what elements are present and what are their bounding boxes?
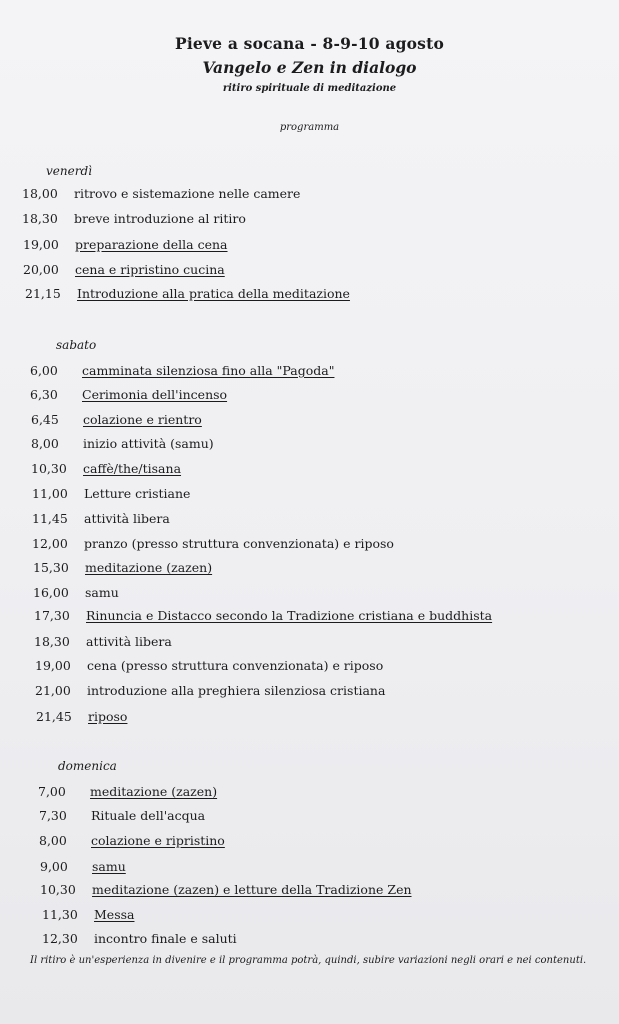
schedule-activity: Cerimonia dell'incenso (82, 387, 228, 402)
schedule-activity: introduzione alla preghiera silenziosa cristiana (87, 683, 386, 698)
schedule-activity: camminata silenziosa fino alla "Pagoda" (82, 363, 335, 378)
schedule-row (34, 608, 492, 623)
schedule-time: 21,15 (25, 286, 61, 301)
schedule-row (30, 363, 334, 378)
schedule-activity: cena e ripristino cucina (75, 262, 225, 277)
schedule-activity: colazione e ripristino (91, 833, 225, 848)
schedule-time: 18,00 (22, 186, 58, 201)
page-title: Pieve a socana - 8-9-10 agosto (174, 34, 445, 53)
schedule-time: 7,30 (39, 808, 67, 823)
schedule-time: 20,00 (23, 262, 59, 277)
schedule-activity: incontro finale e saluti (94, 931, 237, 946)
schedule-time: 8,00 (39, 833, 67, 848)
schedule-time: 7,00 (38, 784, 66, 799)
schedule-time: 16,00 (33, 585, 69, 600)
schedule-row (31, 412, 202, 427)
schedule-activity: caffè/the/tisana (83, 461, 182, 476)
schedule-time: 21,45 (36, 709, 72, 724)
schedule-row (23, 237, 228, 252)
day-label-venerdi: venerdì (46, 164, 92, 178)
schedule-time: 19,00 (35, 658, 71, 673)
schedule-time: 6,30 (30, 387, 58, 402)
schedule-time: 6,45 (31, 412, 59, 427)
schedule-row (38, 784, 217, 799)
schedule-activity: samu (85, 585, 119, 600)
schedule-time: 17,30 (34, 608, 70, 623)
schedule-row (40, 859, 126, 874)
schedule-time: 15,30 (33, 560, 69, 575)
schedule-row (31, 461, 181, 476)
schedule-row (25, 286, 350, 301)
schedule-time: 12,30 (42, 931, 78, 946)
schedule-row (40, 882, 412, 897)
schedule-activity: ritrovo e sistemazione nelle camere (74, 186, 301, 201)
schedule-activity: Rituale dell'acqua (91, 808, 206, 823)
schedule-time: 6,00 (30, 363, 58, 378)
programma-heading: programma (279, 122, 340, 133)
schedule-activity: Introduzione alla pratica della meditazione (77, 286, 350, 301)
schedule-time: 11,45 (32, 511, 68, 526)
schedule-time: 12,00 (32, 536, 68, 551)
retreat-description: ritiro spirituale di meditazione (222, 83, 397, 94)
schedule-row (31, 436, 214, 451)
schedule-activity: riposo (88, 709, 128, 724)
schedule-activity: meditazione (zazen) (85, 560, 213, 575)
schedule-time: 11,00 (32, 486, 68, 501)
schedule-row (22, 186, 300, 201)
schedule-activity: Messa (94, 907, 135, 922)
page-subtitle: Vangelo e Zen in dialogo (202, 58, 417, 77)
schedule-row (42, 931, 237, 946)
schedule-row (39, 808, 205, 823)
schedule-row (35, 658, 383, 673)
schedule-activity: inizio attività (samu) (83, 436, 214, 451)
schedule-activity: cena (presso struttura convenzionata) e riposo (87, 658, 384, 673)
schedule-activity: Rinuncia e Distacco secondo la Tradizione cristiana e buddhista (86, 608, 493, 623)
day-label-sabato: sabato (56, 338, 97, 352)
schedule-activity: attività libera (86, 634, 172, 649)
day-label-domenica: domenica (58, 759, 117, 773)
schedule-activity: pranzo (presso struttura convenzionata) e riposo (84, 536, 394, 551)
schedule-row (39, 833, 225, 848)
schedule-time: 11,30 (42, 907, 78, 922)
schedule-activity: breve introduzione al ritiro (74, 211, 246, 226)
schedule-time: 9,00 (40, 859, 68, 874)
schedule-time: 8,00 (31, 436, 59, 451)
schedule-activity: Letture cristiane (84, 486, 191, 501)
schedule-activity: attività libera (84, 511, 170, 526)
schedule-activity: meditazione (zazen) e letture della Tradizione Zen (92, 882, 412, 897)
schedule-row (32, 511, 170, 526)
schedule-time: 18,30 (22, 211, 58, 226)
disclaimer-note: Il ritiro è un'esperienza in divenire e il programma potrà, quindi, subire variazioni negli orari e nei contenuti. (30, 955, 587, 966)
schedule-row (23, 262, 225, 277)
schedule-row (32, 536, 394, 551)
schedule-activity: samu (92, 859, 126, 874)
schedule-row (32, 486, 190, 501)
schedule-activity: preparazione della cena (75, 237, 228, 252)
schedule-row (35, 683, 385, 698)
schedule-row (33, 560, 212, 575)
schedule-time: 10,30 (40, 882, 76, 897)
schedule-time: 19,00 (23, 237, 59, 252)
schedule-time: 21,00 (35, 683, 71, 698)
schedule-row (22, 211, 246, 226)
schedule-row (34, 634, 172, 649)
schedule-row (33, 585, 119, 600)
schedule-activity: meditazione (zazen) (90, 784, 218, 799)
schedule-row (36, 709, 127, 724)
schedule-row (30, 387, 227, 402)
schedule-activity: colazione e rientro (83, 412, 202, 427)
schedule-time: 18,30 (34, 634, 70, 649)
schedule-row (42, 907, 134, 922)
schedule-time: 10,30 (31, 461, 67, 476)
